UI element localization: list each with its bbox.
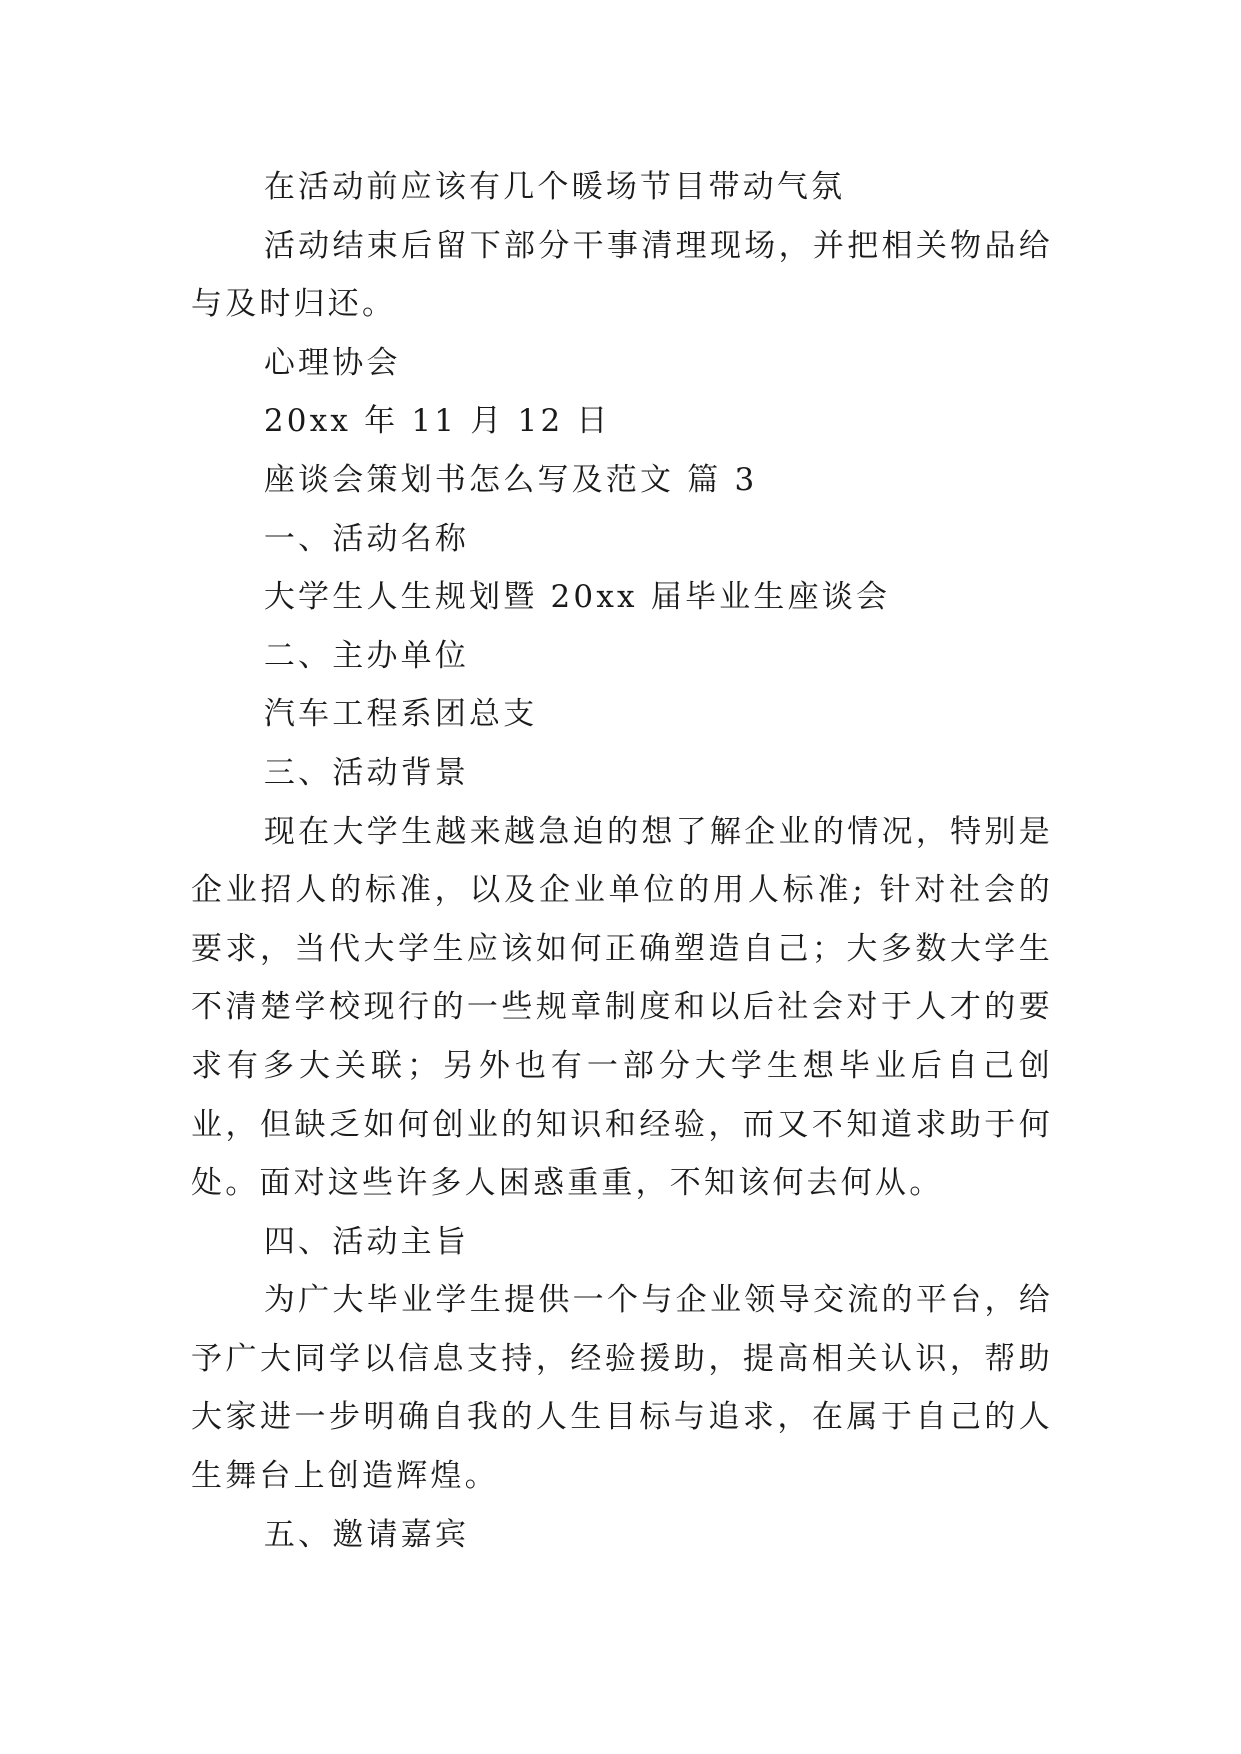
heading-guests: 五、邀请嘉宾	[263, 1516, 470, 1553]
heading-purpose: 四、活动主旨	[263, 1223, 470, 1260]
heading-host-unit: 二、主办单位	[263, 637, 470, 674]
paragraph-date: 20xx 年 11 月 12 日	[263, 403, 611, 440]
heading-activity-name: 一、活动名称	[263, 520, 470, 557]
heading-background: 三、活动背景	[263, 754, 470, 791]
paragraph-organizer-signature: 心理协会	[263, 344, 401, 381]
paragraph-activity-name: 大学生人生规划暨 20xx 届毕业生座谈会	[263, 579, 891, 616]
document-body	[191, 158, 1053, 1564]
paragraph-warmup-program: 在活动前应该有几个暖场节目带动气氛	[263, 169, 846, 205]
paragraph-cleanup: 活动结束后留下部分干事清理现场，并把相关物品给与及时归还。	[191, 227, 1053, 323]
section-title: 座谈会策划书怎么写及范文 篇 3	[263, 461, 758, 498]
paragraph-host-unit: 汽车工程系团总支	[263, 696, 538, 733]
paragraph-purpose: 为广大毕业学生提供一个与企业领导交流的平台，给予广大同学以信息支持，经验援助，提高相关认识，帮助大家进一步明确自我的人生目标与追求，在属于自己的人生舞台上创造辉煌。	[191, 1282, 1053, 1495]
paragraph-background: 现在大学生越来越急迫的想了解企业的情况，特别是企业招人的标准，以及企业单位的用人标准; 针对社会的要求，当代大学生应该如何正确塑造自己；大多数大学生不清楚学校现行的一些规章制度和以后社会对于人才的要求有多大关联；另外也有一部分大学生想毕业后自己创业，但缺乏如何创业的知识和经验，而又不知道求助于何处。面对这些许多人困惑重重，不知该何去何从。	[191, 813, 1053, 1202]
